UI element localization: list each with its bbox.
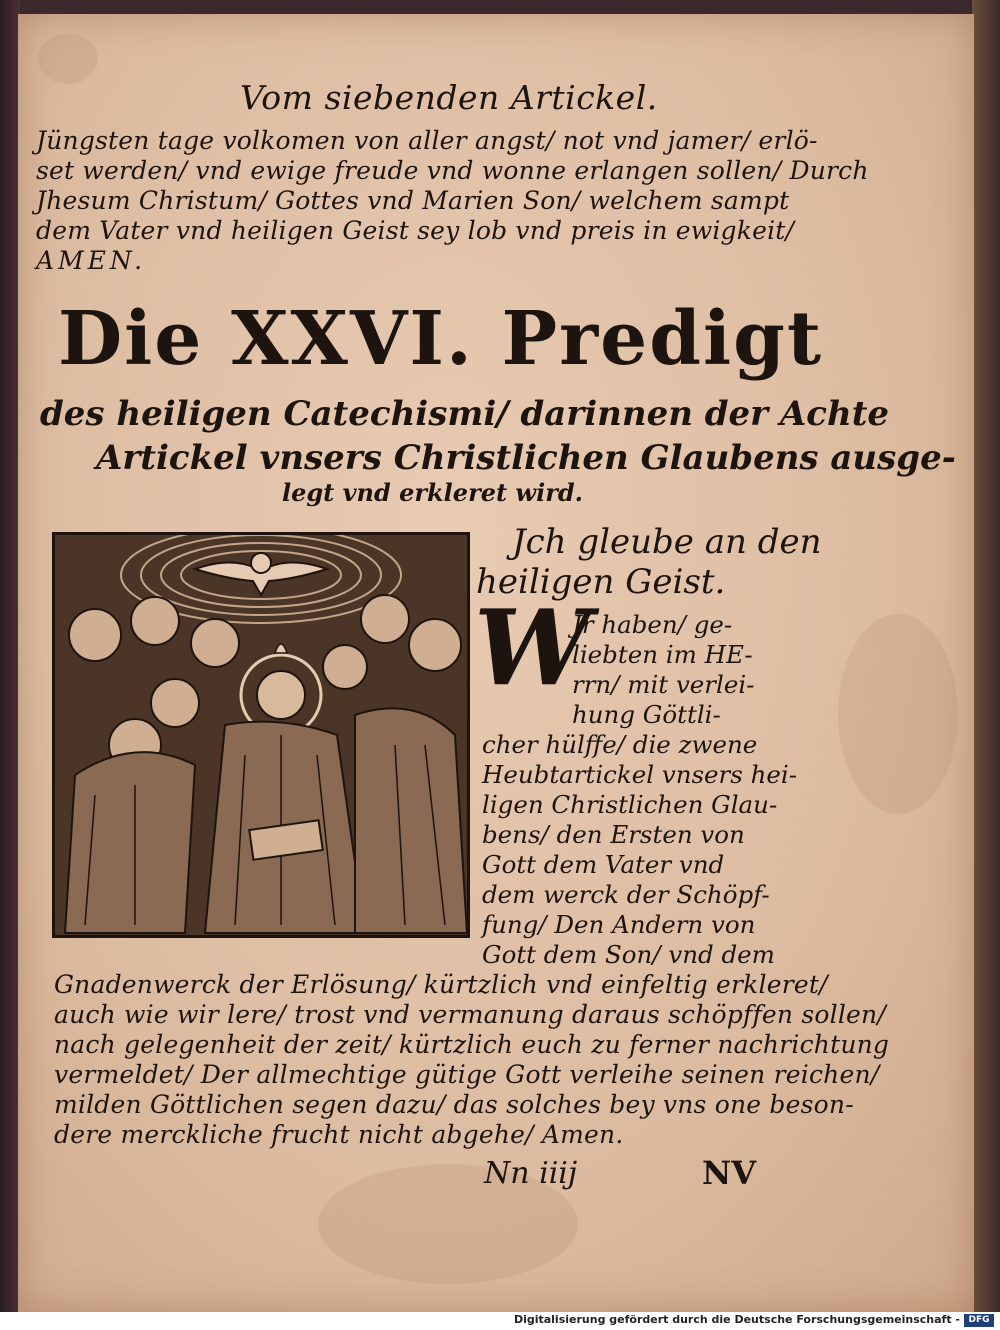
opening-line: set werden/ vnd ewige freude vnd wonne erlangen sollen/ Durch [36, 156, 869, 185]
body-line: Gnadenwerck der Erlösung/ kürtzlich vnd einfeltig erkleret/ [54, 970, 828, 999]
scan-edge-right [972, 0, 1000, 1312]
catchword: NV [702, 1154, 757, 1192]
paper-stain [38, 34, 98, 84]
body-line: Jr haben/ ge- [572, 610, 733, 639]
body-line: Gott dem Son/ vnd dem [482, 940, 775, 969]
signature-mark: Nn iiij [484, 1156, 578, 1191]
body-line: milden Göttlichen segen dazu/ das solches bey vns one beson- [54, 1090, 854, 1119]
sermon-title: Die XXVI. Predigt [58, 296, 824, 382]
body-line: hung Göttli- [572, 700, 721, 729]
dfg-logo: DFG [964, 1314, 994, 1327]
opening-line: AMEN. [36, 246, 147, 275]
opening-line: dem Vater vnd heiligen Geist sey lob vnd preis in ewigkeit/ [36, 216, 795, 245]
woodcut-pentecost-image [55, 535, 467, 935]
decorated-initial: W [474, 586, 591, 709]
body-line: fung/ Den Andern von [482, 910, 756, 939]
opening-line: Jüngsten tage volkomen von aller angst/ not vnd jamer/ erlö- [36, 126, 818, 155]
body-line: dem werck der Schöpf- [482, 880, 770, 909]
digitization-footer [0, 1312, 1000, 1330]
body-line: liebten im HE- [572, 640, 753, 669]
body-line: bens/ den Ersten von [482, 820, 745, 849]
subtitle-line: des heiligen Catechismi/ darinnen der Achte [40, 394, 890, 434]
woodcut-pentecost-illustration [52, 532, 470, 938]
body-line: ligen Christlichen Glau- [482, 790, 778, 819]
body-line: nach gelegenheit der zeit/ kürtzlich euch zu ferner nachrichtung [54, 1030, 890, 1059]
body-line: Gott dem Vater vnd [482, 850, 725, 879]
creed-verse: Jch gleube an den [512, 522, 822, 562]
opening-line: Jhesum Christum/ Gottes vnd Marien Son/ welchem sampt [36, 186, 790, 215]
subtitle-line: Artickel vnsers Christlichen Glaubens ausge- [96, 438, 956, 478]
body-line: vermeldet/ Der allmechtige gütige Gott verleihe seinen reichen/ [54, 1060, 880, 1089]
subtitle-line: legt vnd erkleret wird. [282, 478, 583, 507]
running-head: Vom siebenden Artickel. [240, 78, 658, 117]
footer-credit: Digitalisierung gefördert durch die Deutsche Forschungsgemeinschaft - [513, 1313, 960, 1326]
body-line: cher hülffe/ die zwene [482, 730, 758, 759]
body-line: rrn/ mit verlei- [572, 670, 755, 699]
scan-edge-left [0, 0, 20, 1312]
body-line: auch wie wir lere/ trost vnd vermanung daraus schöpffen sollen/ [54, 1000, 886, 1029]
body-line: dere merckliche frucht nicht abgehe/ Amen. [54, 1120, 624, 1149]
paper-stain [838, 614, 958, 814]
body-line: Heubtartickel vnsers hei- [482, 760, 798, 789]
creed-verse: heiligen Geist. [476, 562, 726, 602]
